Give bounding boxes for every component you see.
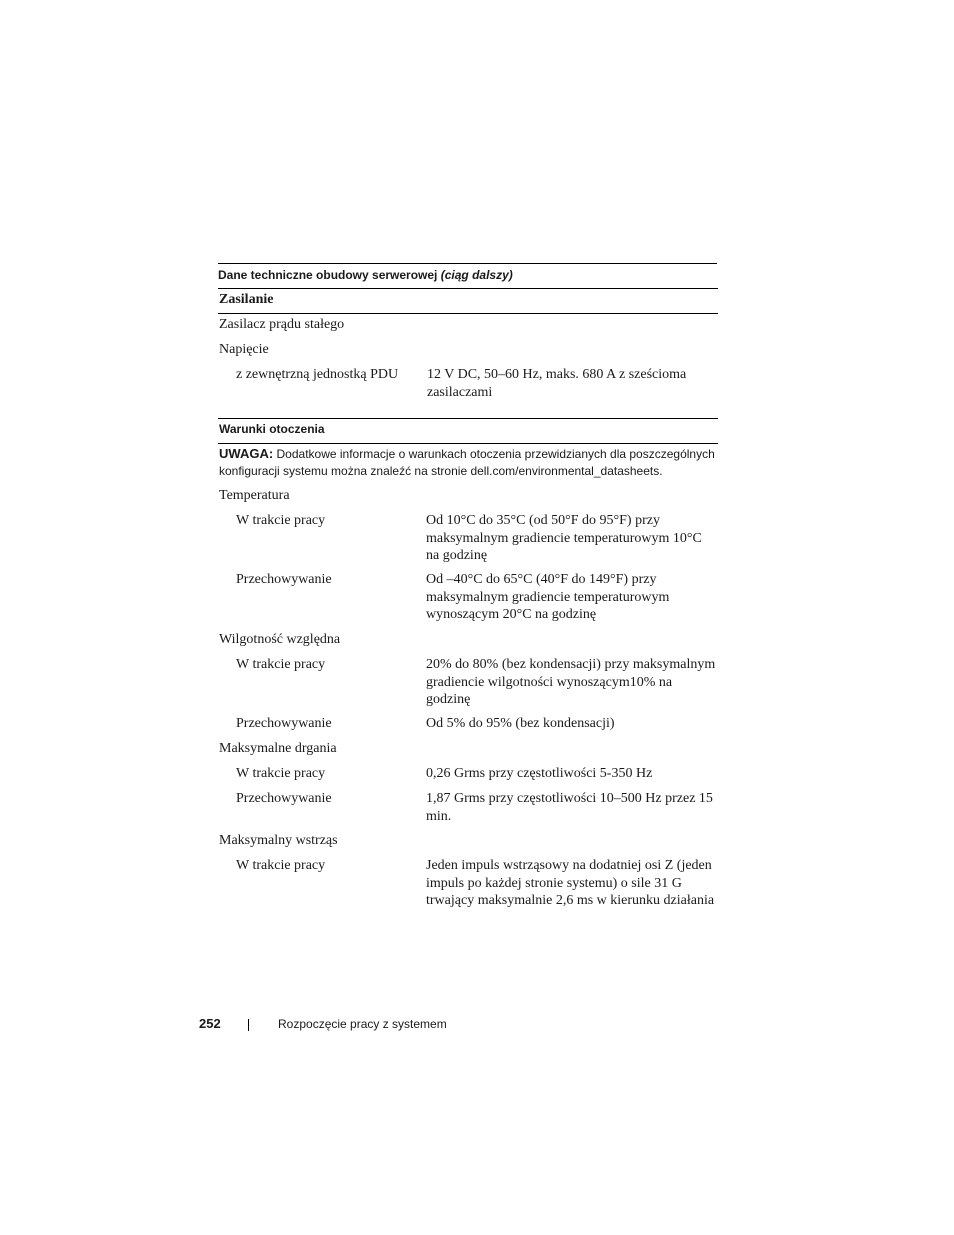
row-label-pdu: z zewnętrzną jednostką PDU bbox=[236, 367, 399, 382]
note-text: Dodatkowe informacje o warunkach otoczenia przewidzianych dla poszczególnych konfiguracji systemu można znaleźć na stronie dell.com/environmental_datasheets. bbox=[219, 447, 715, 478]
row-value-pdu: 12 V DC, 50–60 Hz, maks. 680 A z sześcioma zasilaczami bbox=[427, 367, 687, 400]
row-label-shock-operating: W trakcie pracy bbox=[236, 858, 326, 873]
row-label-dc-psu: Zasilacz prądu stałego bbox=[219, 317, 345, 332]
row-label-humidity-storage: Przechowywanie bbox=[236, 716, 332, 731]
table-title bbox=[218, 263, 717, 288]
row-value-vibration-storage: 1,87 Grms przy częstotliwości 10–500 Hz przez 15 min. bbox=[426, 791, 713, 824]
section-heading-environment: Warunki otoczenia bbox=[218, 418, 718, 444]
section-heading-power: Zasilanie bbox=[218, 288, 718, 314]
row-label-vibration: Maksymalne drgania bbox=[219, 741, 337, 756]
row-label-humidity-operating: W trakcie pracy bbox=[236, 657, 326, 672]
footer-chapter-title: Rozpoczęcie pracy z systemem bbox=[278, 1017, 447, 1031]
footer-separator bbox=[248, 1019, 249, 1031]
row-label-voltage: Napięcie bbox=[219, 342, 269, 357]
row-label-vibration-storage: Przechowywanie bbox=[236, 791, 332, 806]
note-block bbox=[219, 445, 719, 480]
row-label-temperature-operating: W trakcie pracy bbox=[236, 513, 326, 528]
row-label-shock: Maksymalny wstrząs bbox=[219, 833, 338, 848]
table-title-continued: (ciąg dalszy) bbox=[440, 268, 513, 282]
row-label-temperature-storage: Przechowywanie bbox=[236, 572, 332, 587]
row-value-temperature-operating: Od 10°C do 35°C (od 50°F do 95°F) przy maksymalnym gradiencie temperaturowym 10°C na godzinę bbox=[426, 513, 702, 563]
page-number: 252 bbox=[199, 1016, 221, 1031]
row-value-shock-operating: Jeden impuls wstrząsowy na dodatniej osi Z (jeden impuls po każdej stronie systemu) o sile 31 G trwający maksymalnie 2,6 ms w kierunku działania bbox=[426, 858, 715, 908]
row-value-vibration-operating: 0,26 Grms przy częstotliwości 5-350 Hz bbox=[426, 766, 653, 781]
row-label-temperature: Temperatura bbox=[219, 488, 290, 503]
row-value-temperature-storage: Od –40°C do 65°C (40°F do 149°F) przy maksymalnym gradiencie temperaturowym wynoszącym 20°C na godzinę bbox=[426, 572, 670, 622]
table-title-text: Dane techniczne obudowy serwerowej bbox=[218, 268, 438, 282]
row-label-humidity: Wilgotność względna bbox=[219, 632, 341, 647]
row-value-humidity-operating: 20% do 80% (bez kondensacji) przy maksymalnym gradiencie wilgotności wynoszącym10% na godzinę bbox=[426, 657, 716, 707]
note-label: UWAGA: bbox=[219, 446, 274, 461]
row-label-vibration-operating: W trakcie pracy bbox=[236, 766, 326, 781]
row-value-humidity-storage: Od 5% do 95% (bez kondensacji) bbox=[426, 716, 615, 731]
